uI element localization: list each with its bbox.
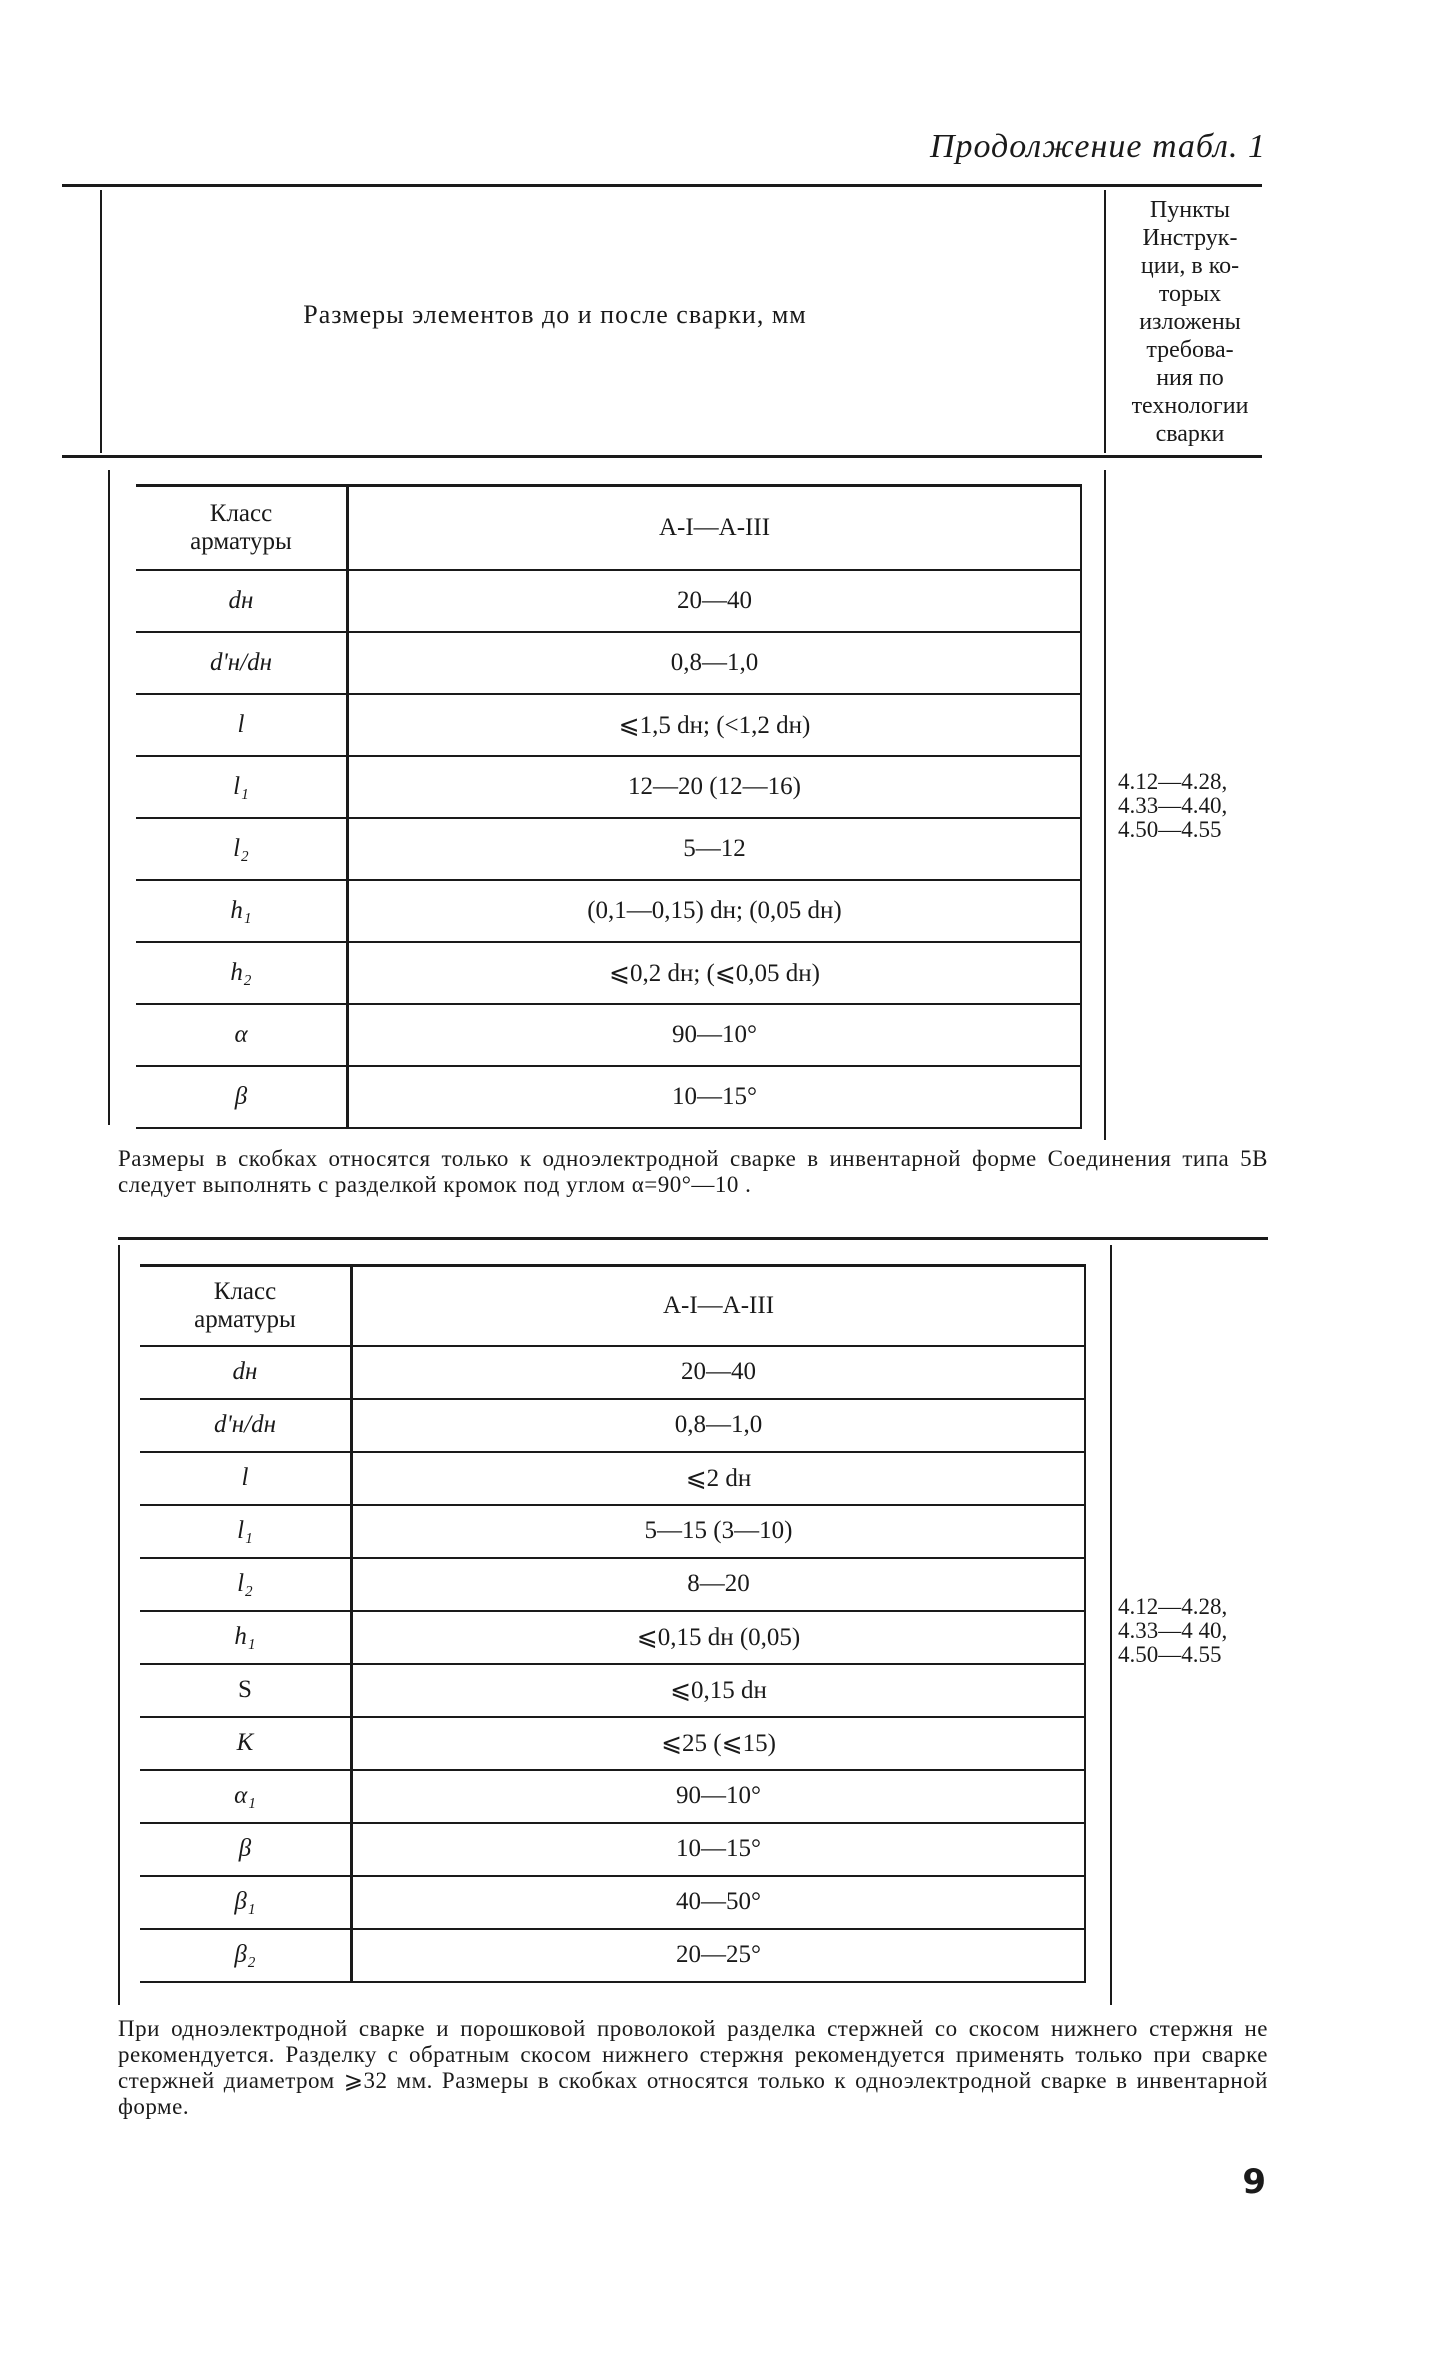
table-row	[136, 818, 1081, 880]
page-number: 9	[1242, 2162, 1266, 2202]
table2-header-row	[140, 1266, 1085, 1346]
row-symbol: K	[140, 1717, 352, 1770]
class-value: A-I—A-III	[352, 1266, 1086, 1346]
table-continuation-caption: Продолжение табл. 1	[929, 128, 1266, 165]
points-header-line: Инструк-	[1142, 225, 1238, 251]
header-bottom-rule	[62, 455, 1262, 458]
row-value: 20—40	[352, 1346, 1086, 1399]
points-column-header	[1110, 196, 1270, 448]
table-row	[136, 880, 1081, 942]
points-header-line: сварки	[1155, 421, 1225, 447]
row-symbol: d'н/dн	[140, 1399, 352, 1452]
points-header-line: изложены	[1139, 309, 1241, 335]
row-symbol: dн	[140, 1346, 352, 1399]
row-symbol: β	[140, 1823, 352, 1876]
row-value: 8—20	[352, 1558, 1086, 1611]
row-value: 40—50°	[352, 1876, 1086, 1929]
table-row	[140, 1452, 1085, 1505]
table-row	[140, 1929, 1085, 1982]
row-value: ⩽0,15 dн	[352, 1664, 1086, 1717]
points-ref-line: 4.33—4 40,	[1118, 1618, 1228, 1643]
table-row	[140, 1505, 1085, 1558]
table-row	[140, 1399, 1085, 1452]
section1-right-rule	[1104, 470, 1106, 1140]
points-header-line: технологии	[1131, 393, 1249, 419]
row-value: ⩽0,15 dн (0,05)	[352, 1611, 1086, 1664]
row-value: ⩽0,2 dн; (⩽0,05 dн)	[348, 942, 1082, 1004]
table2	[140, 1264, 1086, 1983]
row-symbol: l₁	[136, 756, 348, 818]
row-value: (0,1—0,15) dн; (0,05 dн)	[348, 880, 1082, 942]
class-label-line: Класс	[209, 499, 273, 527]
row-symbol: h₁	[136, 880, 348, 942]
row-symbol: β₂	[140, 1929, 352, 1982]
row-value: 10—15°	[348, 1066, 1082, 1128]
points-header-line: ции, в ко-	[1140, 253, 1240, 279]
table-row	[136, 756, 1081, 818]
row-value: ⩽1,5 dн; (<1,2 dн)	[348, 694, 1082, 756]
row-value: 90—10°	[348, 1004, 1082, 1066]
row-symbol: β₁	[140, 1876, 352, 1929]
row-symbol: l	[136, 694, 348, 756]
points-header-line: Пункты	[1149, 197, 1231, 223]
table-row	[140, 1876, 1085, 1929]
row-value: 0,8—1,0	[348, 632, 1082, 694]
table1-header-row	[136, 486, 1081, 570]
row-symbol: dн	[136, 570, 348, 632]
table-row	[136, 632, 1081, 694]
row-value: 12—20 (12—16)	[348, 756, 1082, 818]
row-value: 0,8—1,0	[352, 1399, 1086, 1452]
table-row	[140, 1717, 1085, 1770]
header-top-rule	[62, 184, 1262, 187]
row-symbol: h₁	[140, 1611, 352, 1664]
table2-instruction-points	[1118, 1595, 1227, 1667]
table2-note: При одноэлектродной сварке и порошковой проволокой разделка стержней со скосом нижнего стержня не рекомендуется. Разделку с обратным скосом нижнего стержня рекомендуется применять только при сварке стержней диаметром ⩾32 мм. Размеры в скобках относятся только к одноэлектродной сварке в инвентарной форме.	[118, 2016, 1268, 2119]
table-row	[136, 1004, 1081, 1066]
class-label-line: Класс	[213, 1277, 277, 1305]
table1-note: Размеры в скобках относятся только к одноэлектродной сварке в инвентарной форме Соединения типа 5В следует выполнять с разделкой кромок под углом α=90°—10 .	[118, 1146, 1268, 1197]
row-symbol: l₂	[136, 818, 348, 880]
row-value: 90—10°	[352, 1770, 1086, 1823]
table1	[136, 484, 1082, 1129]
points-ref-line: 4.33—4.40,	[1118, 793, 1228, 818]
section2-right-rule	[1110, 1245, 1112, 2005]
row-value: ⩽2 dн	[352, 1452, 1086, 1505]
table-row	[140, 1346, 1085, 1399]
header-divider-rule	[1104, 190, 1106, 453]
table-row	[136, 694, 1081, 756]
table-row	[136, 570, 1081, 632]
table-row	[140, 1770, 1085, 1823]
class-label	[140, 1266, 352, 1346]
table-row	[140, 1823, 1085, 1876]
table-row	[140, 1558, 1085, 1611]
points-header-line: торых	[1158, 281, 1222, 307]
class-value: A-I—A-III	[348, 486, 1082, 570]
row-symbol: l	[140, 1452, 352, 1505]
row-value: 5—15 (3—10)	[352, 1505, 1086, 1558]
points-ref-line: 4.50—4.55	[1118, 817, 1222, 842]
row-symbol: S	[140, 1664, 352, 1717]
class-label	[136, 486, 348, 570]
points-ref-line: 4.12—4.28,	[1118, 769, 1228, 794]
sizes-column-header: Размеры элементов до и после сварки, мм	[303, 300, 807, 329]
row-symbol: α	[136, 1004, 348, 1066]
row-value: 10—15°	[352, 1823, 1086, 1876]
row-symbol: l₂	[140, 1558, 352, 1611]
row-symbol: d'н/dн	[136, 632, 348, 694]
points-ref-line: 4.50—4.55	[1118, 1642, 1222, 1667]
table-row	[136, 1066, 1081, 1128]
class-label-line: арматуры	[190, 527, 292, 555]
points-header-line: требова-	[1146, 337, 1234, 363]
row-symbol: α₁	[140, 1770, 352, 1823]
row-value: 20—40	[348, 570, 1082, 632]
row-value: 20—25°	[352, 1929, 1086, 1982]
row-symbol: h₂	[136, 942, 348, 1004]
table-row	[140, 1611, 1085, 1664]
row-symbol: β	[136, 1066, 348, 1128]
table1-instruction-points	[1118, 770, 1227, 842]
row-value: 5—12	[348, 818, 1082, 880]
section1-left-rule	[108, 470, 110, 1125]
points-ref-line: 4.12—4.28,	[1118, 1594, 1228, 1619]
section2-left-rule	[118, 1245, 120, 2005]
class-label-line: арматуры	[194, 1305, 296, 1333]
row-value: ⩽25 (⩽15)	[352, 1717, 1086, 1770]
table-row	[140, 1664, 1085, 1717]
row-symbol: l₁	[140, 1505, 352, 1558]
header-left-rule	[100, 190, 102, 453]
table-row	[136, 942, 1081, 1004]
points-header-line: ния по	[1156, 365, 1224, 391]
section-divider-rule	[118, 1237, 1268, 1240]
